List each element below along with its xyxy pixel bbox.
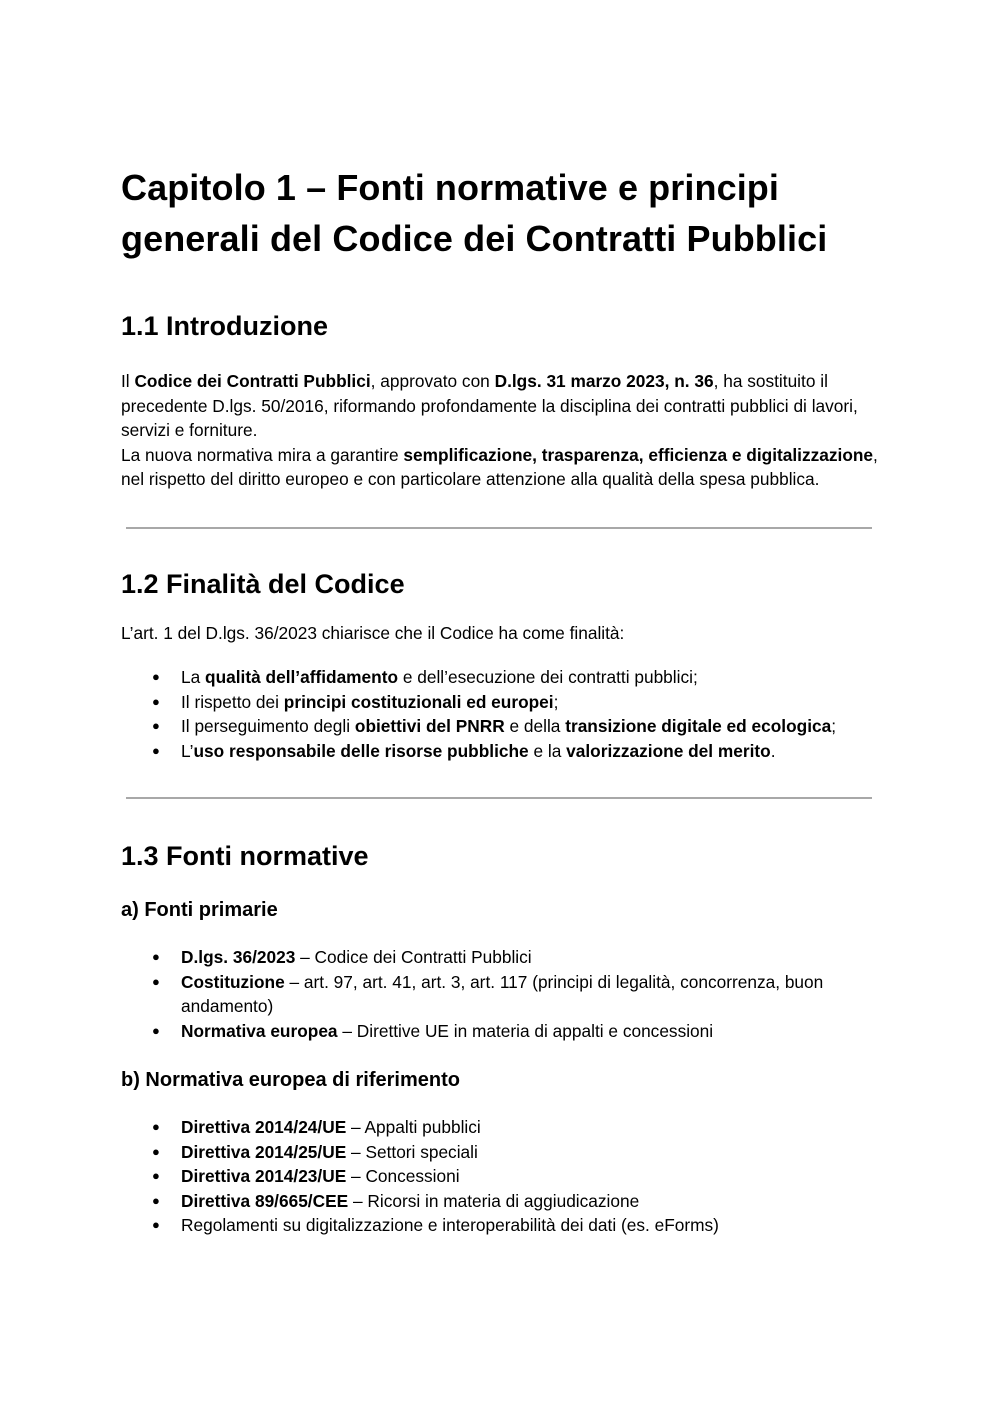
bullet-icon: ● (152, 693, 160, 709)
text-run: Il rispetto dei (181, 691, 284, 712)
list-item (121, 1189, 881, 1214)
text-run: , approvato con (370, 371, 495, 391)
bold-run: Codice dei Contratti Pubblici (134, 371, 371, 391)
bold-run: Direttiva 89/665/CEE (181, 1190, 349, 1211)
list-item (121, 945, 881, 970)
text-run: – Codice dei Contratti Pubblici (295, 947, 532, 967)
text-run: – Settori speciali (346, 1141, 478, 1162)
bullet-icon: ● (152, 1168, 160, 1183)
list-item (121, 714, 881, 739)
list-item (121, 1140, 881, 1165)
bold-run: D.lgs. 31 marzo 2023, n. 36 (494, 371, 714, 391)
bold-run: uso responsabile delle risorse pubbliche (193, 740, 529, 761)
section-heading-fonti: 1.3 Fonti normative (121, 841, 369, 871)
text-run: e dell’esecuzione dei contratti pubblici; (398, 667, 698, 687)
list-item (121, 665, 881, 690)
text-run: Il (121, 371, 135, 391)
text-run: La (181, 667, 206, 687)
text-run: Regolamenti su digitalizzazione e interoperabilità dei dati (es. eForms) (181, 1215, 719, 1235)
bold-run: obiettivi del PNRR (354, 716, 505, 736)
list-item (121, 1019, 881, 1044)
text-run: – art. 97, art. 41, art. 3, art. 117 (principi di legalità, concorrenza, buon andamento) (181, 971, 824, 1016)
text-run: La nuova normativa mira a garantire (121, 444, 404, 465)
section-heading-introduzione: 1.1 Introduzione (121, 311, 329, 341)
text-run: – Ricorsi in materia di aggiudicazione (348, 1190, 640, 1211)
bold-run: transizione digitale ed ecologica (565, 716, 832, 736)
bold-run: valorizzazione del merito (566, 740, 771, 761)
text-run: ; (553, 691, 559, 712)
bullet-icon: ● (152, 742, 160, 758)
text-run: Il perseguimento degli (181, 716, 355, 736)
list-item (121, 970, 881, 1019)
bullet-icon: ● (152, 1217, 160, 1232)
section-divider (126, 797, 872, 799)
chapter-title: Capitolo 1 – Fonti normative e principi generali del Codice dei Contratti Pubblici (121, 167, 828, 259)
text-run: , ha sostituito il precedente D.lgs. 50/2016, riformando profondamente la disciplina dei contratti pubblici di lavori, servizi e forniture. (121, 371, 858, 440)
subsection-heading-fonti-primarie: a) Fonti primarie (121, 899, 278, 921)
section-heading-finalita: 1.2 Finalità del Codice (121, 568, 405, 599)
text-run: – Direttive UE in materia di appalti e concessioni (337, 1020, 714, 1041)
fonti-primarie-list (121, 945, 881, 1043)
bullet-icon: ● (152, 1022, 160, 1038)
bullet-icon: ● (152, 669, 160, 684)
text-run: . (770, 740, 776, 761)
text-run: ; (831, 716, 837, 736)
bullet-icon: ● (152, 1119, 160, 1134)
subsection-heading-normativa-europea: b) Normativa europea di riferimento (121, 1069, 460, 1091)
intro-paragraph-1 (121, 369, 881, 443)
text-run: e la (528, 740, 567, 761)
list-item (121, 1213, 881, 1238)
list-item (121, 1115, 881, 1140)
text-run: – Appalti pubblici (346, 1117, 481, 1137)
bold-run: semplificazione, trasparenza, efficienza e digitalizzazione (403, 444, 874, 465)
bold-run: Normativa europea (181, 1020, 338, 1041)
bullet-icon: ● (152, 718, 160, 733)
bullet-icon: ● (152, 949, 160, 964)
list-item (121, 690, 881, 715)
bullet-icon: ● (152, 973, 160, 989)
bold-run: Direttiva 2014/24/UE (181, 1117, 347, 1137)
normativa-europea-list (121, 1115, 881, 1238)
finalita-list (121, 665, 881, 763)
text-run: L’ (181, 740, 194, 761)
list-item (121, 739, 881, 764)
bold-run: principi costituzionali ed europei (283, 691, 554, 712)
document-page (121, 162, 881, 1238)
finalita-intro: L’art. 1 del D.lgs. 36/2023 chiarisce che il Codice ha come finalità: (121, 622, 625, 643)
list-item (121, 1164, 881, 1189)
text-run: – Concessioni (346, 1166, 460, 1186)
text-run: e della (504, 716, 566, 736)
bold-run: Direttiva 2014/25/UE (181, 1141, 347, 1162)
bullet-icon: ● (152, 1192, 160, 1208)
bullet-icon: ● (152, 1143, 160, 1159)
intro-paragraph-2 (121, 443, 881, 492)
text-run: , nel rispetto del diritto europeo e con particolare attenzione alla qualità della spesa pubblica. (121, 444, 878, 489)
bold-run: qualità dell’affidamento (205, 667, 399, 687)
bold-run: D.lgs. 36/2023 (181, 947, 296, 967)
section-divider (126, 527, 872, 529)
bold-run: Direttiva 2014/23/UE (181, 1166, 347, 1186)
bold-run: Costituzione (181, 971, 285, 992)
